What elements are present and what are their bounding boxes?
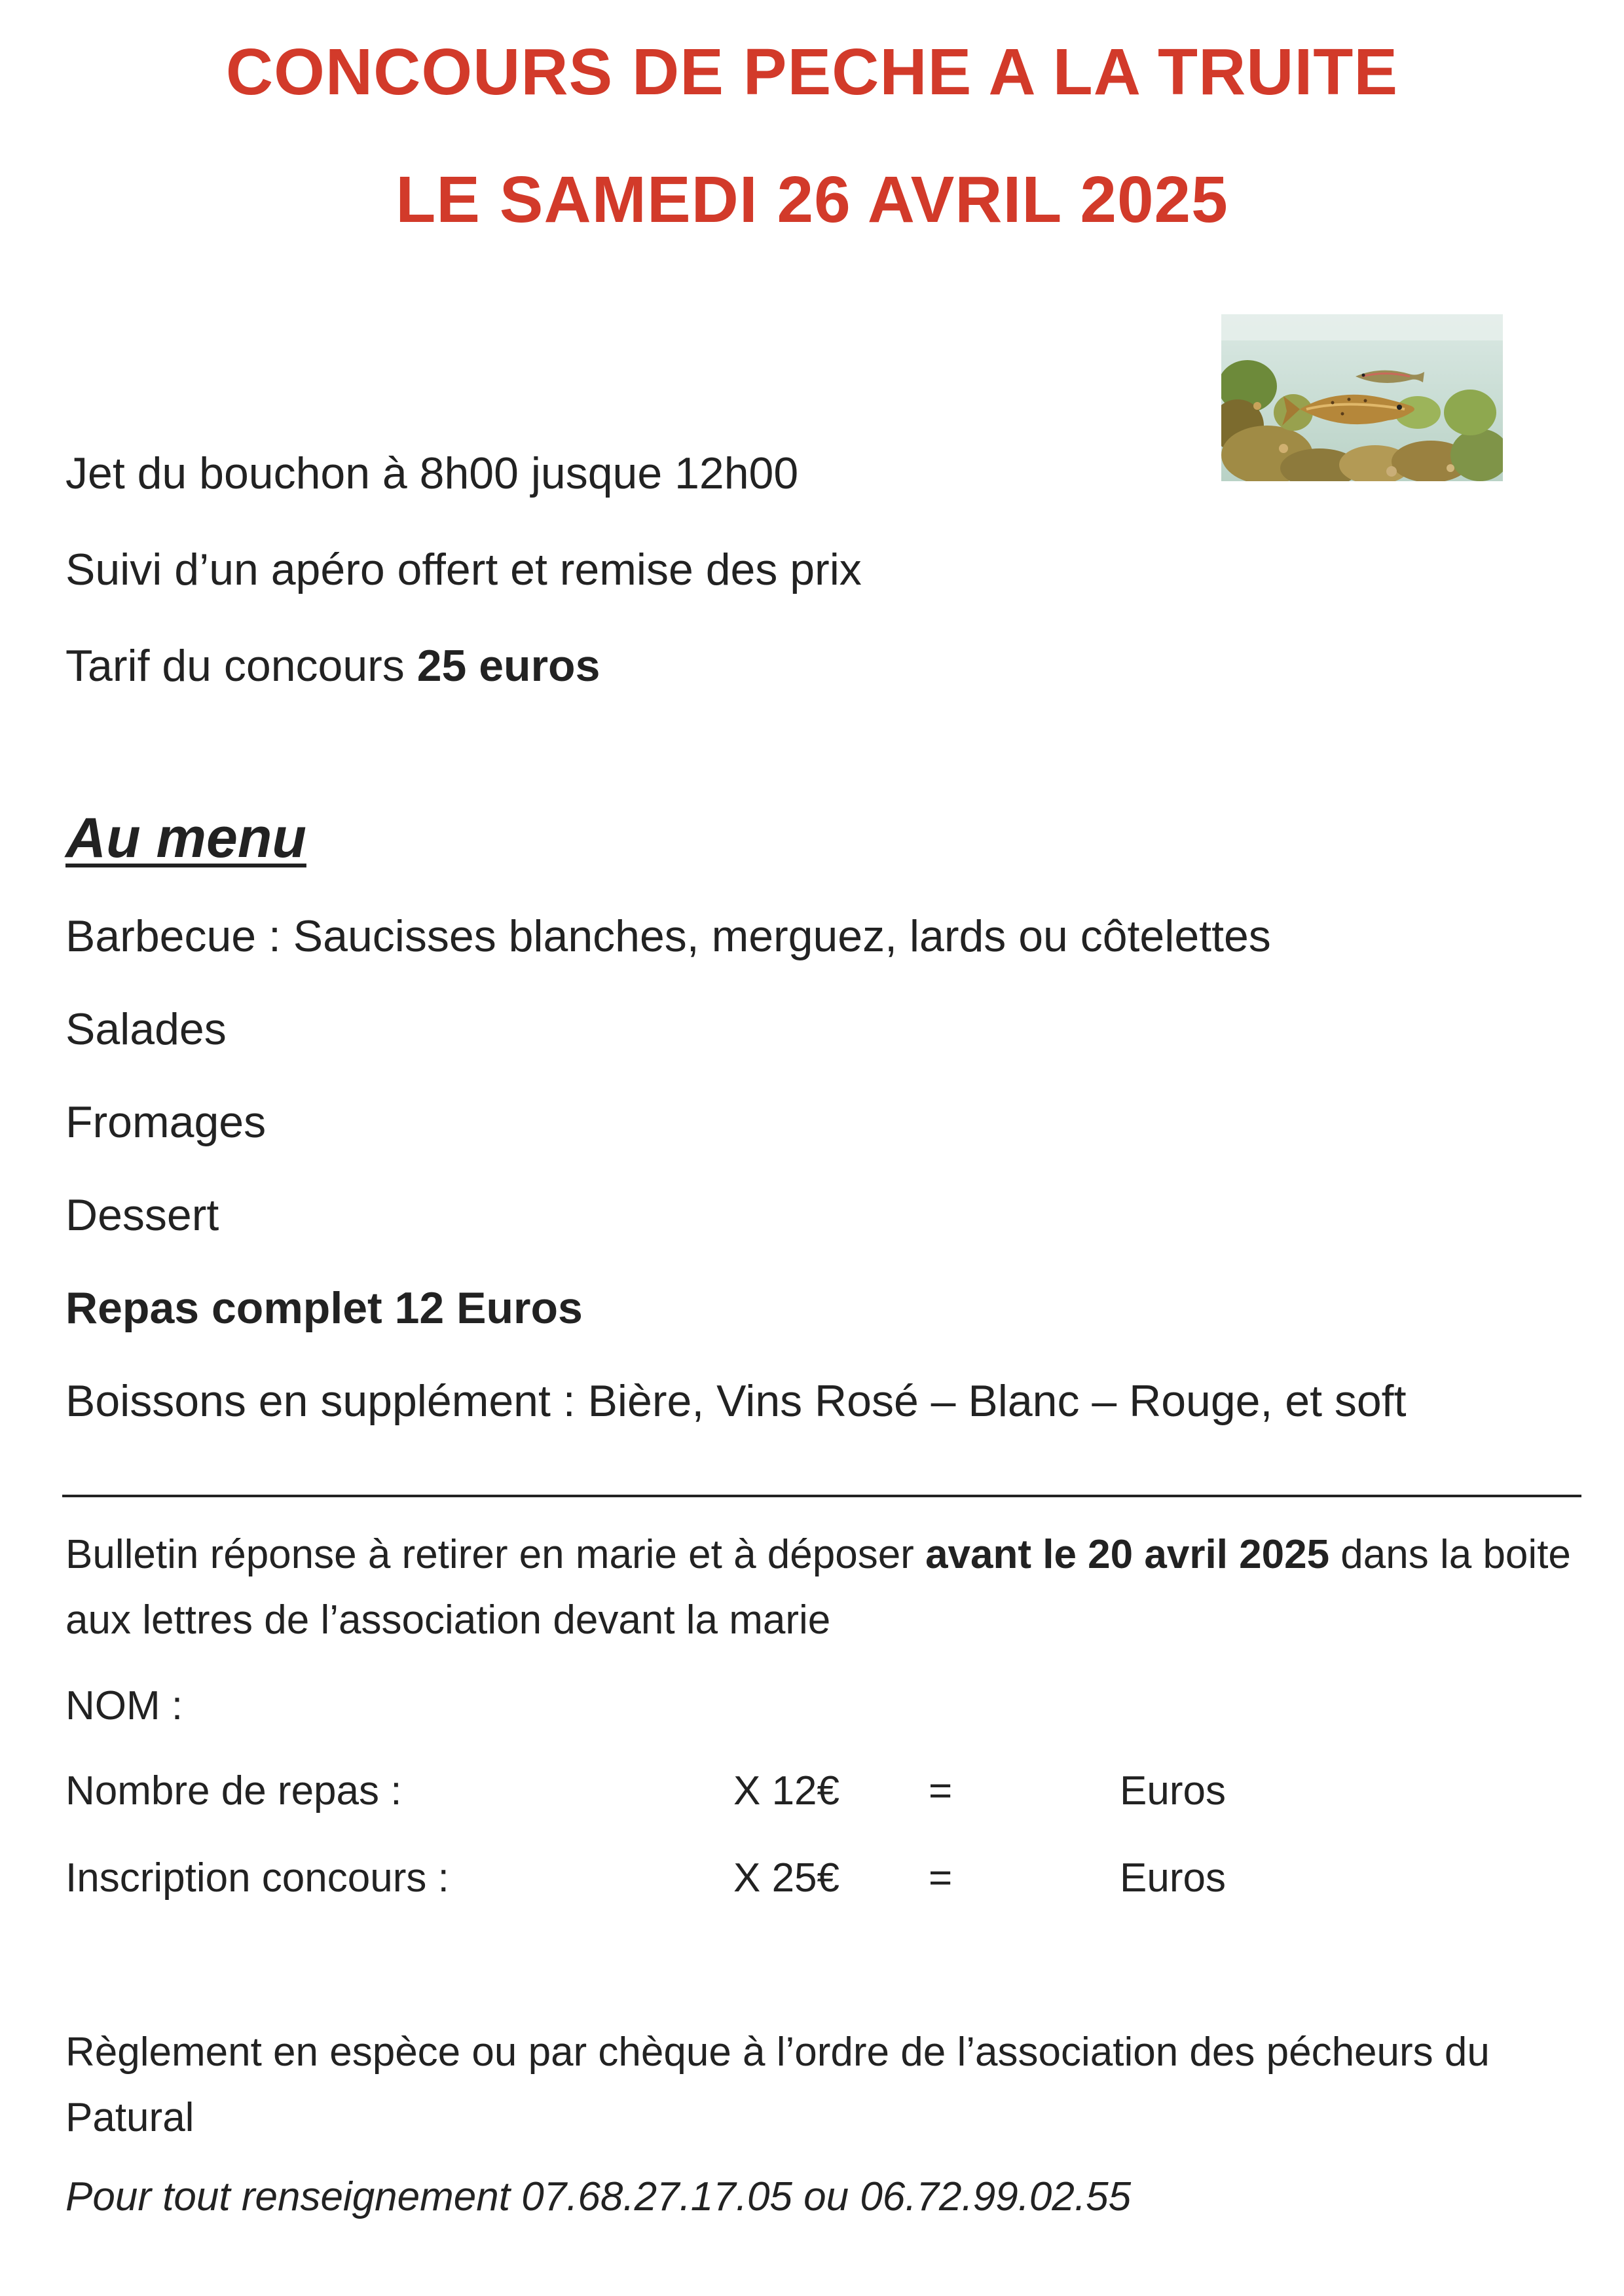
divider (62, 1495, 1581, 1497)
meals-label: Nombre de repas : (65, 1768, 402, 1813)
meals-unit: Euros (1120, 1768, 1226, 1813)
menu-price: Repas complet 12 Euros (65, 1283, 583, 1333)
trout-illustration (1221, 314, 1503, 481)
event-date: LE SAMEDI 26 AVRIL 2025 (396, 163, 1228, 236)
registration-unit: Euros (1120, 1855, 1226, 1901)
info-price-label: Tarif du concours (65, 641, 417, 691)
info-start-time: Jet du bouchon à 8h00 jusque 12h00 (65, 448, 799, 498)
menu-item: Salades (65, 1004, 227, 1054)
bulletin-text: Bulletin réponse à retirer en marie et à déposer (65, 1532, 926, 1577)
registration-equals: = (929, 1855, 953, 1901)
page-title: CONCOURS DE PECHE A LA TRUITE (225, 35, 1399, 109)
meals-multiplier: X 12€ (733, 1768, 840, 1813)
info-price-value: 25 euros (416, 641, 600, 691)
info-apero: Suivi d’un apéro offert et remise des prix (65, 545, 862, 594)
payment-info: Règlement en espèce ou par chèque à l’ordre de l’association des pécheurs du Patural (65, 2030, 1490, 2140)
bulletin-deadline: avant le 20 avril 2025 (925, 1532, 1330, 1577)
contact-info: Pour tout renseignement 07.68.27.17.05 ou 06.72.99.02.55 (65, 2174, 1132, 2219)
menu-item: Dessert (65, 1190, 219, 1240)
meals-equals: = (929, 1768, 953, 1813)
menu-item: Fromages (65, 1097, 267, 1147)
menu-heading: Au menu (65, 807, 306, 869)
menu-drinks: Boissons en supplément : Bière, Vins Rosé – Blanc – Rouge, et soft (65, 1376, 1407, 1426)
registration-label: Inscription concours : (65, 1855, 449, 1901)
bulletin-instructions (65, 1522, 1572, 1653)
bulletin-text-end: dans la boite aux lettres de l’association devant la marie (65, 1532, 1571, 1643)
name-label: NOM : (65, 1683, 183, 1728)
info-price (65, 640, 600, 692)
menu-item: Barbecue : Saucisses blanches, merguez, lards ou côtelettes (65, 911, 1271, 961)
registration-multiplier: X 25€ (733, 1855, 840, 1901)
